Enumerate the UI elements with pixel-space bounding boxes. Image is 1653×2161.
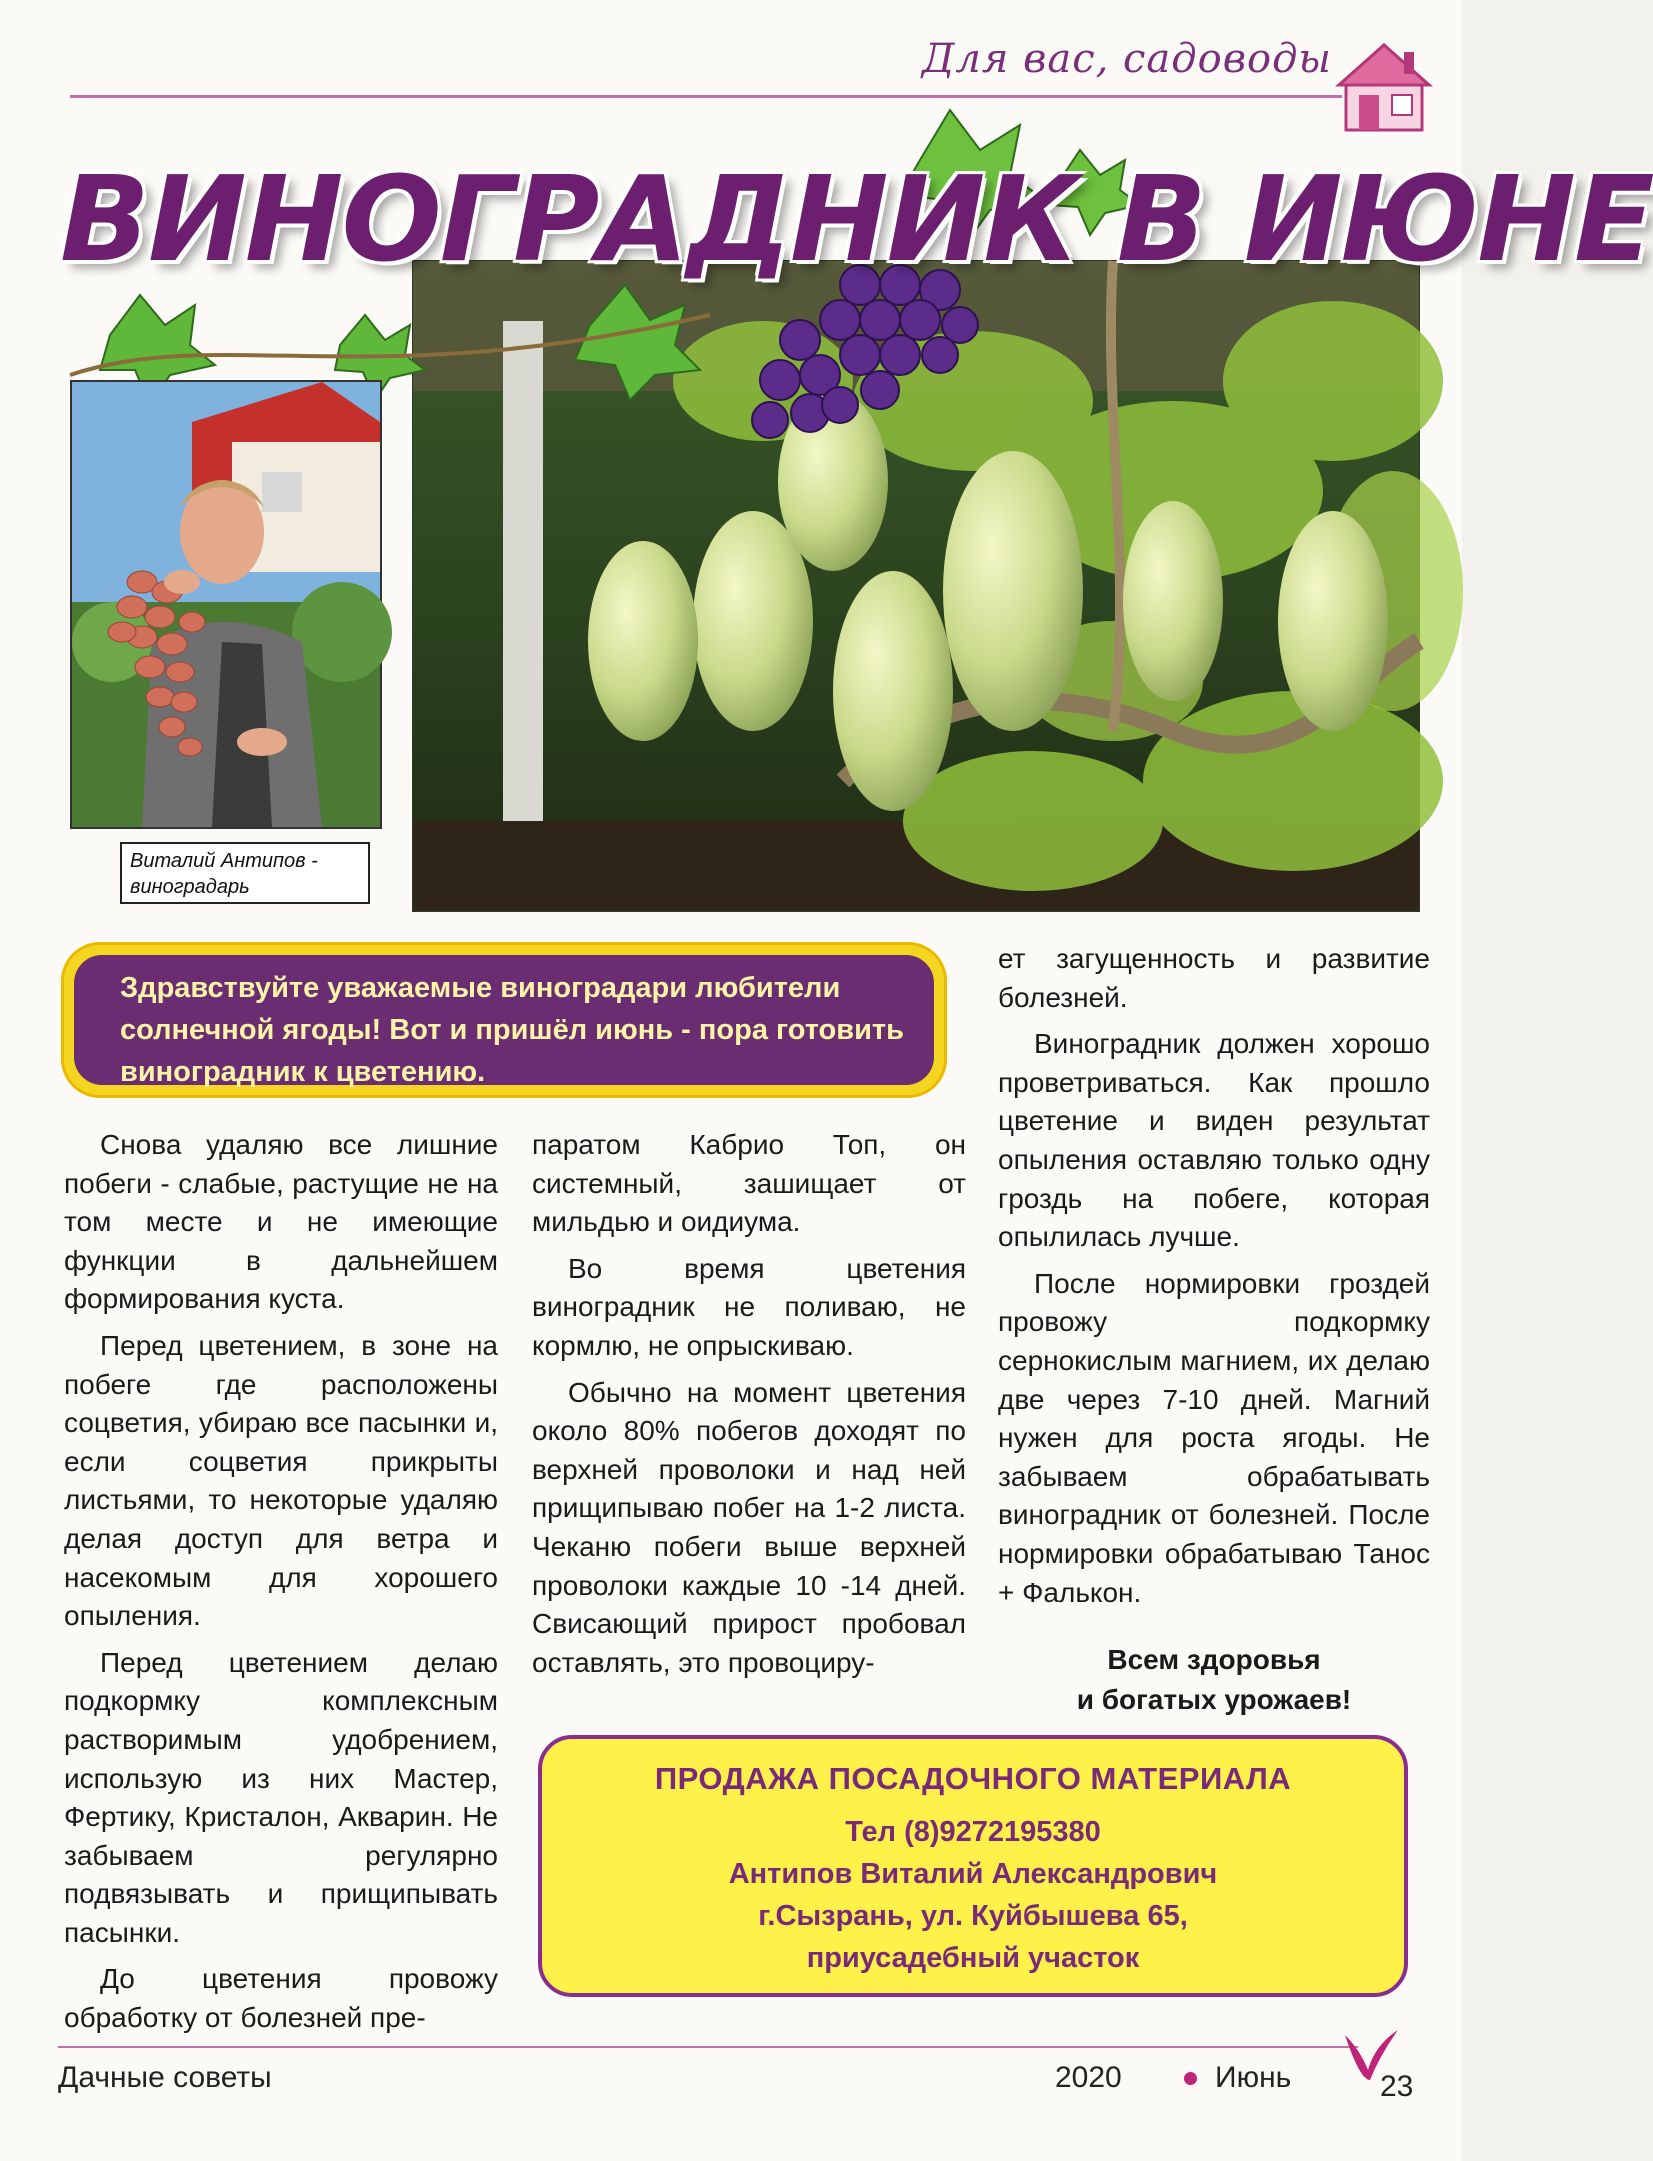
house-icon [1334, 40, 1434, 135]
paragraph: Перед цветением, в зоне на побеге где расположены соцветия, убираю все пасынки и, если соцветия прикрыты листьями, то некоторые удаляю делая доступ для ветра и насекомым для хорошего опыления. [64, 1329, 498, 1632]
ad-address: г.Сызрань, ул. Куйбышева 65, [758, 1900, 1188, 1932]
article-column-2 [532, 1126, 966, 1690]
paragraph: Снова удаляю все лишние побеги - слабые, растущие не на том месте и не имеющие функции в дальнейшем формирования куста. [64, 1129, 498, 1315]
paragraph: Виноградник должен хорошо проветриваться. Как прошло цветение и виден результат опыления оставляю только одну гроздь на побеге, которая опылилась лучше. [998, 1028, 1430, 1253]
page-number: 23 [1380, 2070, 1414, 2103]
paragraph: Перед цветением делаю подкормку комплексным растворимым удобрением, использую из них Мастер, Фертику, Кристалон, Акварин. Не забываем регулярно подвязывать и прищипывать пасынки. [64, 1646, 498, 1948]
paragraph: Во время цветения виноградник не поливаю, не кормлю, не опрыскиваю. [532, 1252, 966, 1361]
ad-phone: Тел (8)9272195380 [845, 1816, 1101, 1848]
article-title: ВИНОГРАДНИК В ИЮНЕ [60, 150, 1653, 288]
sales-ad [538, 1735, 1408, 1997]
ad-name: Антипов Виталий Александрович [728, 1858, 1218, 1890]
header-rule [70, 95, 1342, 98]
article-column-3 [998, 940, 1430, 1620]
paragraph: ет загущенность и развитие болезней. [998, 943, 1430, 1013]
paragraph: До цветения провожу обработку от болезней пре- [64, 1963, 498, 2034]
article-column-1 [64, 1126, 498, 2046]
issue-month: Июнь [1215, 2061, 1292, 2094]
closing-line: Всем здоровья [1107, 1644, 1321, 1675]
separator-dot [1184, 2072, 1197, 2085]
closing-greeting [998, 1640, 1430, 1720]
paragraph: После нормировки гроздей провожу подкормку сернокислым магнием, их делаю две через 7-10 дней. Магний нужен для роста ягоды. Не забываем обрабатывать виноградник от болезней. После нормировки обрабатываю Танос + Фалькон. [998, 1267, 1430, 1608]
paragraph: паратом Кабрио Топ, он системный, зашищает от мильдью и оидиума. [532, 1129, 966, 1238]
magazine-name: Дачные советы [58, 2061, 272, 2094]
issue-year: 2020 [1055, 2061, 1122, 2094]
paragraph: Обычно на момент цветения около 80% побегов доходят по верхней проволоки и над ней прищипываю побег на 1-2 листа. Чеканю побеги выше верхней проволоки каждые 10 -14 дней. Свисающий прирост пробовал оставлять, это провоциру- [532, 1376, 966, 1678]
closing-line: и богатых урожаев! [1076, 1684, 1352, 1715]
section-label: Для вас, садоводы [921, 36, 1332, 82]
photo-caption: Виталий Антипов - виноградарь [120, 842, 370, 904]
author-photo [70, 380, 382, 829]
ad-location: приусадебный участок [806, 1942, 1140, 1974]
intro-text: Здравствуйте уважаемые виноградари любители солнечной ягоды! Вот и пришёл июнь - пора готовить виноградник к цветению. [74, 955, 934, 1085]
ad-title: ПРОДАЖА ПОСАДОЧНОГО МАТЕРИАЛА [654, 1761, 1292, 1796]
footer-rule [58, 2046, 1358, 2048]
intro-banner [64, 945, 944, 1095]
